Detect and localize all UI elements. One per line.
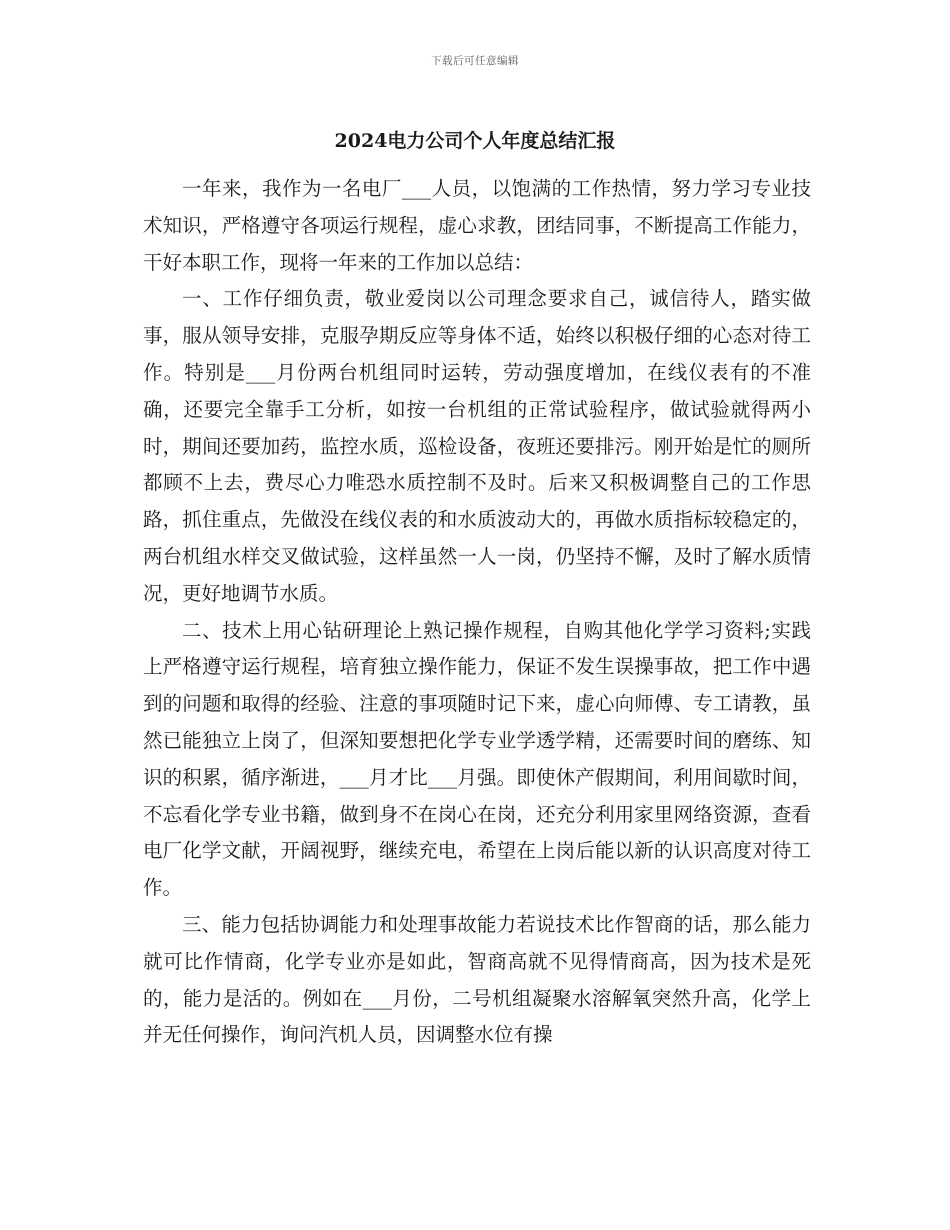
document-title: 2024电力公司个人年度总结汇报 [334, 130, 616, 152]
page-header-note: 下载后可任意编辑 [431, 55, 519, 67]
paragraph-section-3: 三、能力包括协调能力和处理事故能力若说技术比作智商的话，那么能力就可比作情商，化学专业亦是如此，智商高就不见得情商高，因为技术是死的，能力是活的。例如在___月份，二号机组凝聚水溶解氧突然升高，化学上并无任何操作，询问汽机人员，因调整水位有操 [143, 912, 811, 1047]
paragraph-section-1: 一、工作仔细负责，敬业爱岗以公司理念要求自己，诚信待人，踏实做事，服从领导安排，克服孕期反应等身体不适，始终以积极仔细的心态对待工作。特别是___月份两台机组同时运转，劳动强度增加，在线仪表有的不准确，还要完全靠手工分析，如按一台机组的正常试验程序，做试验就得两小时，期间还要加药，监控水质，巡检设备，夜班还要排污。刚开始是忙的厕所都顾不上去，费尽心力唯恐水质控制不及时。后来又积极调整自己的工作思路，抓住重点，先做没在线仪表的和水质波动大的，再做水质指标较稳定的，两台机组水样交叉做试验，这样虽然一人一岗，仍坚持不懈，及时了解水质情况，更好地调节水质。 [143, 287, 811, 605]
paragraph-intro: 一年来，我作为一名电厂___人员，以饱满的工作热情，努力学习专业技术知识，严格遵守各项运行规程，虚心求教，团结同事，不断提高工作能力，干好本职工作，现将一年来的工作加以总结： [143, 177, 811, 274]
document-body [143, 171, 811, 1054]
paragraph-section-2: 二、技术上用心钻研理论上熟记操作规程，自购其他化学学习资料;实践上严格遵守运行规程，培育独立操作能力，保证不发生误操事故，把工作中遇到的问题和取得的经验、注意的事项随时记下来，虚心向师傅、专工请教，虽然已能独立上岗了，但深知要想把化学专业学透学精，还需要时间的磨练、知识的积累，循序渐进，___月才比___月强。即使休产假期间，利用间歇时间，不忘看化学专业书籍，做到身不在岗心在岗，还充分利用家里网络资源，查看电厂化学文献，开阔视野，继续充电，希望在上岗后能以新的认识高度对待工作。 [143, 618, 811, 900]
